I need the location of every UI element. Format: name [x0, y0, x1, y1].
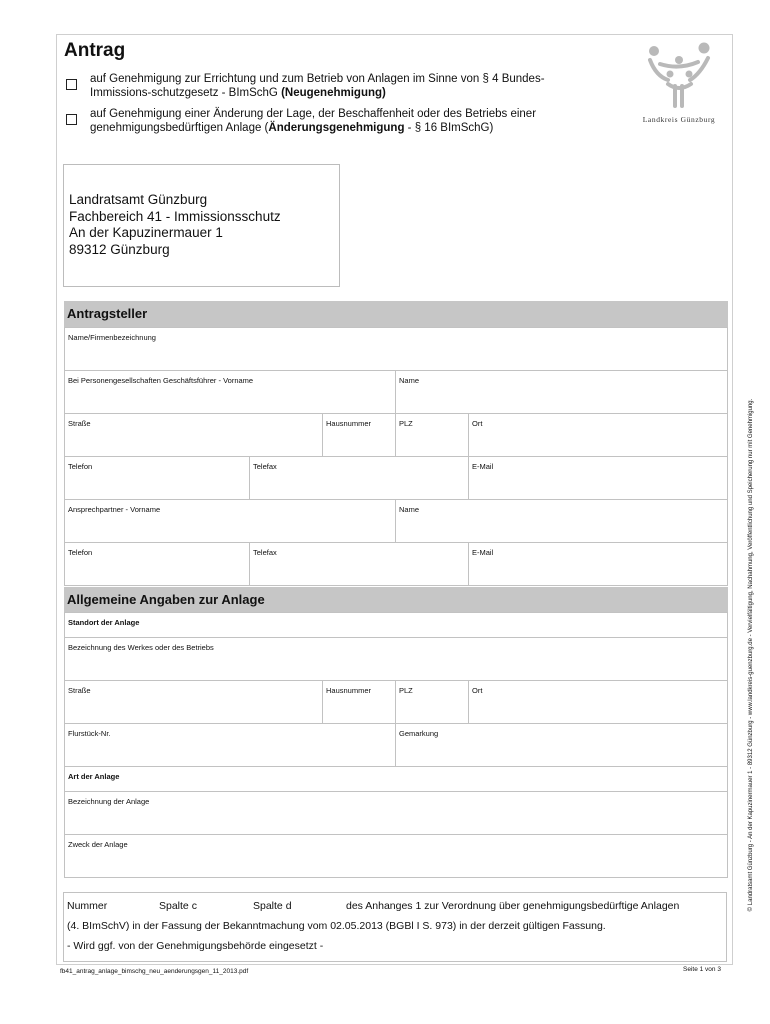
- note-line3: - Wird ggf. von der Genehmigungsbehörde eingesetzt -: [67, 940, 324, 952]
- option-neugenehmigung-text: auf Genehmigung zur Errichtung und zum Betrieb von Anlagen im Sinne von § 4 Bundes- Immissions-schutzgesetz - BImSchG (Neugenehmigung): [90, 73, 545, 99]
- address-line: Landratsamt Günzburg: [69, 192, 208, 207]
- page-title: Antrag: [64, 40, 126, 61]
- section-antragsteller-header: Antragsteller: [64, 301, 728, 327]
- field-standort-strasse[interactable]: Straße: [64, 680, 323, 724]
- address-line: 89312 Günzburg: [69, 241, 170, 257]
- field-ansprechpartner-email[interactable]: E-Mail: [468, 542, 728, 586]
- field-werk-bezeichnung[interactable]: Bezeichnung des Werkes oder des Betriebs: [64, 637, 728, 681]
- field-ansprechpartner-name[interactable]: Name: [395, 499, 728, 543]
- footer-page-number: Seite 1 von 3: [683, 966, 721, 973]
- copyright-side-note: © Landratsamt Günzburg - An der Kapuzinermauer 1 - 89312 Günzburg - www.landkreis-guenzburg.de - Vervielfältigung, Nachahmung, Veröffentlichung und Speicherung nur mit Genehmigung.: [748, 398, 754, 912]
- address-line: Fachbereich 41 - Immissionsschutz: [69, 208, 281, 224]
- field-standort-plz[interactable]: PLZ: [395, 680, 469, 724]
- field-ansprechpartner-telefon[interactable]: Telefon: [64, 542, 250, 586]
- family-figures-icon: [642, 40, 716, 112]
- field-firmenbezeichnung[interactable]: Name/Firmenbezeichnung: [64, 327, 728, 371]
- field-telefon[interactable]: Telefon: [64, 456, 250, 500]
- option-aenderungsgenehmigung-text: auf Genehmigung einer Änderung der Lage, der Beschaffenheit oder des Betriebs einer genehmigungsbedürftigen Anlage (Änderungsgenehmigung - § 16 BImSchG): [90, 108, 537, 134]
- section-anlage-header: Allgemeine Angaben zur Anlage: [64, 587, 728, 613]
- field-geschaeftsfuehrer-name[interactable]: Name: [395, 370, 728, 414]
- verordnung-note: [63, 892, 727, 962]
- note-nummer: Nummer: [67, 900, 108, 912]
- checkbox-aenderungsgenehmigung[interactable]: [66, 114, 77, 125]
- field-standort-ort[interactable]: Ort: [468, 680, 728, 724]
- footer-filename: fb41_antrag_anlage_bimschg_neu_aenderungsgen_11_2013.pdf: [60, 968, 249, 975]
- note-line2: (4. BImSchV) in der Fassung der Bekanntmachung vom 02.05.2013 (BGBl I S. 973) in der derzeit gültigen Fassung.: [67, 920, 606, 932]
- field-standort-hausnummer[interactable]: Hausnummer: [322, 680, 396, 724]
- checkbox-neugenehmigung[interactable]: [66, 79, 77, 90]
- note-spalte-c: Spalte c: [159, 900, 197, 912]
- field-telefax[interactable]: Telefax: [249, 456, 469, 500]
- subheading-standort: Standort der Anlage: [64, 612, 728, 638]
- recipient-address: [63, 164, 340, 287]
- field-ansprechpartner-vorname[interactable]: Ansprechpartner - Vorname: [64, 499, 396, 543]
- field-anlage-bezeichnung[interactable]: Bezeichnung der Anlage: [64, 791, 728, 835]
- field-email[interactable]: E-Mail: [468, 456, 728, 500]
- address-line: An der Kapuzinermauer 1: [69, 225, 223, 240]
- field-ort[interactable]: Ort: [468, 413, 728, 457]
- note-spalte-d: Spalte d: [253, 900, 292, 912]
- logo-text: Landkreis Günzburg: [642, 115, 716, 124]
- field-hausnummer[interactable]: Hausnummer: [322, 413, 396, 457]
- field-flurstueck[interactable]: Flurstück-Nr.: [64, 723, 396, 767]
- field-geschaeftsfuehrer-vorname[interactable]: Bei Personengesellschaften Geschäftsführer - Vorname: [64, 370, 396, 414]
- subheading-art: Art der Anlage: [64, 766, 728, 792]
- field-ansprechpartner-telefax[interactable]: Telefax: [249, 542, 469, 586]
- field-gemarkung[interactable]: Gemarkung: [395, 723, 728, 767]
- field-plz[interactable]: PLZ: [395, 413, 469, 457]
- field-strasse[interactable]: Straße: [64, 413, 323, 457]
- note-line1: des Anhanges 1 zur Verordnung über genehmigungsbedürftige Anlagen: [346, 900, 680, 912]
- landkreis-logo: [628, 40, 730, 130]
- field-anlage-zweck[interactable]: Zweck der Anlage: [64, 834, 728, 878]
